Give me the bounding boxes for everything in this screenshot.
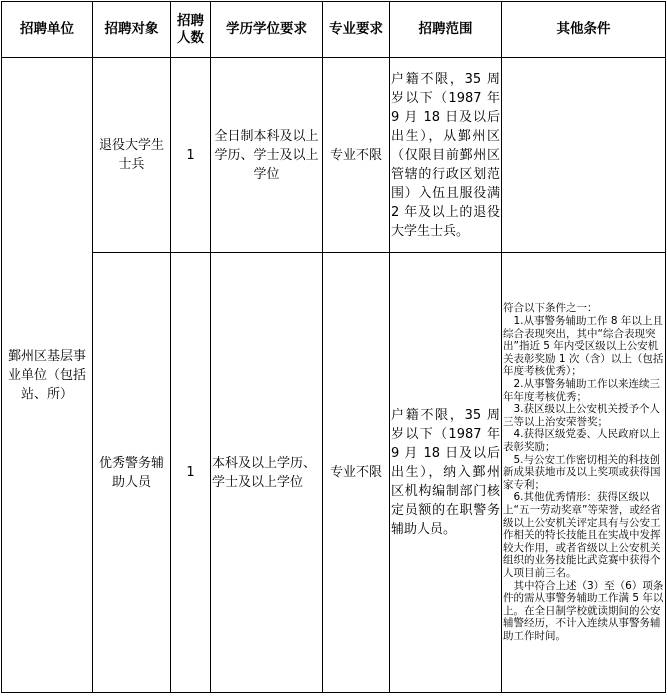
count-cell: 1: [171, 253, 211, 693]
header-major: 专业要求: [323, 2, 390, 58]
recruitment-table: [1, 1, 666, 693]
header-target: 招聘对象: [93, 2, 171, 58]
other-cell: [502, 58, 666, 253]
header-unit: 招聘单位: [2, 2, 93, 58]
condition-line: 1.从事警务辅助工作 8 年以上且综合表现突出，其中“综合表现突出”指近 5 年内受区级以上公安机关表彰奖励 1 次（含）以上（包括年度考核优秀）；: [503, 315, 664, 378]
condition-line: 2.从事警务辅助工作以来连续三年年度考核优秀；: [503, 378, 661, 403]
education-cell: 本科及以上学历、学士及以上学位: [211, 253, 323, 693]
header-scope: 招聘范围: [390, 2, 502, 58]
condition-line: 其中符合上述（3）至（6）项条件的需从事警务辅助工作满 5 年以上。在全日制学校就读期间的公安辅警经历，不计入连续从事警务辅助工作时间。: [503, 579, 664, 642]
target-cell: 优秀警务辅助人员: [93, 253, 171, 693]
education-cell: 全日制本科及以上学历、学士及以上学位: [211, 58, 323, 253]
header-other: 其他条件: [502, 2, 666, 58]
major-cell: 专业不限: [323, 58, 390, 253]
count-cell: 1: [171, 58, 211, 253]
condition-line: 4.获得区级党委、人民政府以上表彰奖励；: [503, 428, 661, 454]
table-row: [2, 58, 666, 253]
condition-line: 5.与公安工作密切相关的科技创新成果获地市及以上奖项或获得国家专利；: [503, 453, 661, 491]
header-row: [2, 2, 666, 58]
major-cell: 专业不限: [323, 253, 390, 693]
condition-line: 符合以下条件之一：: [503, 302, 598, 315]
table-row: [2, 253, 666, 693]
header-education: 学历学位要求: [211, 2, 323, 58]
scope-cell: 户籍不限，35 周岁以下（1987 年 9 月 18 日及以后出生），纳入鄞州区机构编制部门核定员额的在职警务辅助人员。: [390, 253, 502, 693]
scope-cell: 户籍不限，35 周岁以下（1987 年 9 月 18 日及以后出生），从鄞州区（仅限目前鄞州区管辖的行政区划范围）入伍且服役满 2 年及以上的退役大学生士兵。: [390, 58, 502, 253]
condition-line: 3.获区级以上公安机关授予个人三等以上治安荣誉奖；: [503, 403, 661, 428]
header-count: 招聘人数: [171, 2, 211, 58]
unit-cell: 鄞州区基层事业单位（包括站、所）: [2, 58, 93, 693]
target-cell: 退役大学生士兵: [93, 58, 171, 253]
other-conditions-cell: [502, 253, 666, 693]
condition-line: 6.其他优秀情形：获得区级以上“五一劳动奖章”等荣誉，或经省级以上公安机关评定具有与公安工作相关的特长技能且在实战中发挥较大作用，或者省级以上公安机关组织的业务技能比武竞赛中获得个人项目前三名。: [503, 491, 661, 579]
